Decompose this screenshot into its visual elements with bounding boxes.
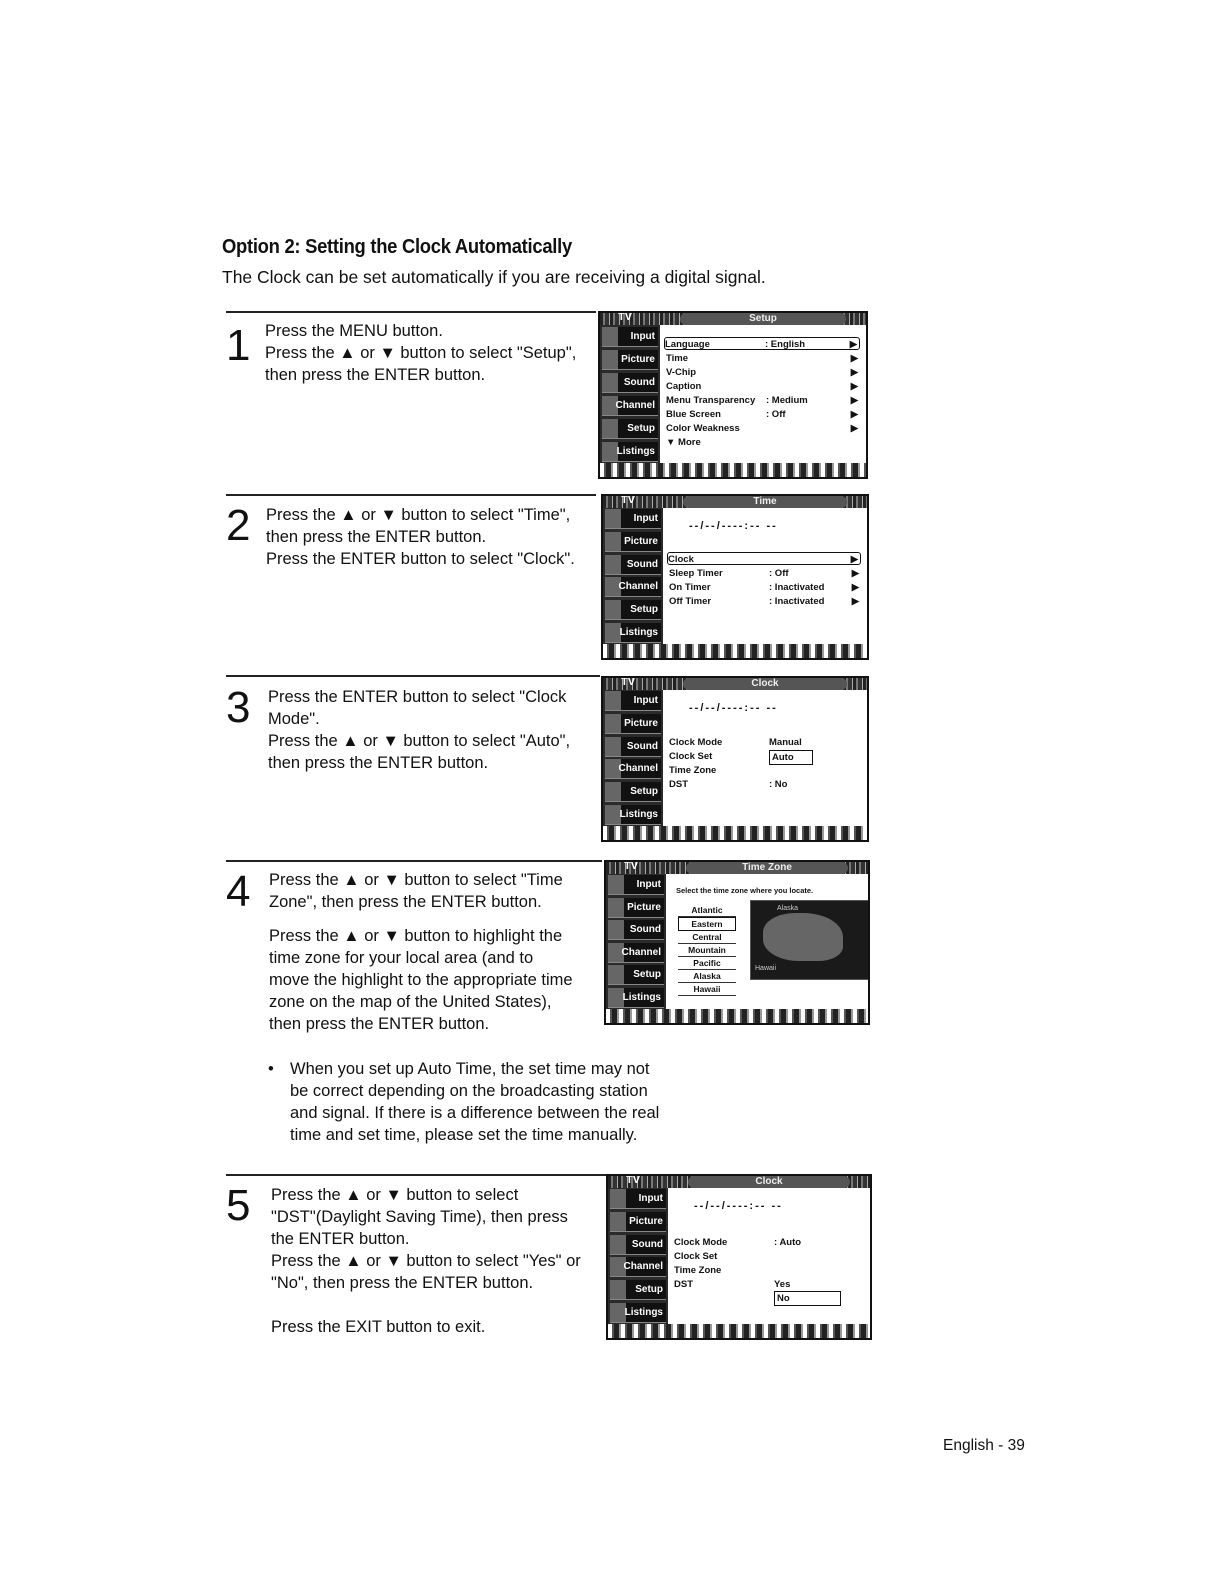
tv-label: TV [626,1174,641,1186]
menu-row [674,1278,864,1291]
time-zone-prompt: Select the time zone where you locate. [676,886,814,895]
sidebar-item-picture: Picture [605,714,661,734]
note-block [268,1058,668,1146]
sidebar-item-sound: Sound [608,920,664,940]
page-number: English - 39 [943,1437,1025,1454]
row-value: : English [765,339,806,350]
menu-row [667,552,861,565]
sidebar-item-input: Input [610,1189,666,1209]
arrow-right-icon: ▶ [851,582,859,593]
instruction-line: Press the ENTER button to select "Clock". [266,550,575,568]
instruction-line: Press the ▲ or ▼ button to select "Yes" or [271,1252,581,1270]
sidebar-item-channel: Channel [610,1257,666,1277]
row-label: Clock [668,554,694,565]
instruction-line: Press the ▲ or ▼ button to select "Time", [266,506,571,524]
screen-title: Setup [680,313,846,325]
sidebar-item-listings: Listings [602,442,658,462]
menu-row [666,380,860,393]
menu-row [669,778,861,791]
row-label: Time Zone [669,765,717,776]
instruction-line: time zone for your local area (and to [269,949,534,967]
row-label: Off Timer [669,596,712,607]
step-divider [226,311,596,313]
time-zone-option-selected: Eastern [678,917,736,931]
screen-title: Time Zone [686,862,848,874]
sidebar-item-setup: Setup [602,419,658,439]
row-label: Clock Mode [674,1237,728,1248]
sidebar-item-channel: Channel [602,396,658,416]
instruction-line: Press the ▲ or ▼ button to select "Time [269,871,563,889]
screen-menu-list [669,514,861,642]
row-value: Yes [774,1279,791,1290]
row-value: : Inactivated [769,582,825,593]
menu-row [666,408,860,421]
menu-row [674,1250,864,1263]
selected-option: Auto [769,750,813,765]
menu-row [666,352,860,365]
sidebar-item-picture: Picture [608,898,664,918]
instruction-line: zone on the map of the United States), [269,993,552,1011]
map-landmass [763,913,843,961]
instruction-line: then press the ENTER button. [266,528,487,546]
sidebar-item-setup: Setup [608,965,664,985]
screen-bottom-bar [606,1009,868,1023]
arrow-right-icon: ▶ [850,554,858,565]
row-value: : Off [769,568,789,579]
tv-menu-screen-setup [598,311,868,479]
step-number: 2 [226,501,251,550]
row-label: Language [665,339,710,350]
sidebar-item-input: Input [605,691,661,711]
sidebar-item-picture: Picture [602,350,658,370]
sidebar-item-picture: Picture [605,532,661,552]
step-instructions [265,320,605,386]
row-label: Clock Set [674,1251,718,1262]
menu-row [664,337,860,350]
menu-sidebar [600,325,660,463]
menu-row [674,1291,864,1304]
instruction-line: Press the ▲ or ▼ button to select [271,1186,519,1204]
tv-menu-screen-clock [601,676,869,842]
section-heading: Option 2: Setting the Clock Automatically [222,236,572,258]
row-label: DST [674,1279,693,1290]
sidebar-item-listings: Listings [605,623,661,643]
row-label: DST [669,779,688,790]
row-value: Manual [769,737,802,748]
instruction-line: the ENTER button. [271,1230,410,1248]
screen-bottom-bar [608,1324,870,1338]
bullet-icon: • [268,1060,274,1078]
instruction-line: Zone", then press the ENTER button. [269,893,542,911]
row-label: ▼ More [666,437,701,448]
time-zone-option: Alaska [678,970,736,983]
us-map-image [750,900,870,980]
menu-row [674,1236,864,1249]
arrow-right-icon: ▶ [850,353,858,364]
row-label: V-Chip [666,367,697,378]
step-number: 3 [226,683,251,732]
time-zone-list [678,904,736,996]
sidebar-item-sound: Sound [605,555,661,575]
screen-menu-list [669,696,861,824]
sidebar-item-channel: Channel [608,943,664,963]
row-label: Time [666,353,689,364]
row-label: Clock Mode [669,737,723,748]
screen-menu-list [666,337,860,461]
sidebar-item-setup: Setup [605,600,661,620]
step-number: 1 [226,321,251,370]
clock-display: --/--/----:-- -- [689,702,778,714]
instruction-line: Press the ▲ or ▼ button to highlight the [269,927,563,945]
instruction-line: "DST"(Daylight Saving Time), then press [271,1208,568,1226]
tv-label: TV [618,311,633,323]
screen-title: Time [683,496,847,508]
tv-label: TV [621,494,636,506]
sidebar-item-listings: Listings [605,805,661,825]
clock-display: --/--/----:-- -- [689,520,778,532]
menu-row [666,394,860,407]
menu-row [669,736,861,749]
arrow-right-icon: ▶ [851,568,859,579]
row-value: : Off [766,409,786,420]
row-label: Time Zone [674,1265,722,1276]
menu-row [674,1264,864,1277]
menu-sidebar [603,508,663,644]
sidebar-item-sound: Sound [605,737,661,757]
step-divider [226,675,600,677]
menu-sidebar [608,1188,668,1324]
instruction-line: Press the ENTER button to select "Clock [268,688,567,706]
instruction-line: Press the MENU button. [265,322,443,340]
row-value: : Inactivated [769,596,825,607]
sidebar-item-listings: Listings [608,988,664,1008]
sidebar-item-listings: Listings [610,1303,666,1323]
row-label: On Timer [669,582,711,593]
instruction-line: Press the ▲ or ▼ button to select "Auto", [268,732,571,750]
time-zone-option: Central [678,931,736,944]
step-instructions [269,869,614,1035]
menu-row [666,366,860,379]
time-zone-option: Pacific [678,957,736,970]
row-label: Blue Screen [666,409,721,420]
map-label-hawaii: Hawaii [755,965,777,972]
row-label: Clock Set [669,751,713,762]
row-label: Caption [666,381,702,392]
screen-bottom-bar [603,826,867,840]
sidebar-item-setup: Setup [605,782,661,802]
selected-option: No [774,1291,841,1306]
menu-row [666,422,860,435]
time-zone-option: Mountain [678,944,736,957]
sidebar-item-sound: Sound [610,1235,666,1255]
tv-label: TV [621,676,636,688]
sidebar-item-sound: Sound [602,373,658,393]
arrow-right-icon: ▶ [850,423,858,434]
instruction-line: "No", then press the ENTER button. [271,1274,534,1292]
sidebar-item-picture: Picture [610,1212,666,1232]
note-text: When you set up Auto Time, the set time may not be correct depending on the broadcasting station and signal. If there is a difference between the real time and set time, please set the time manually. [290,1060,660,1144]
map-label-alaska: Alaska [777,905,799,912]
step-instructions [271,1184,611,1338]
arrow-right-icon: ▶ [850,409,858,420]
step-divider [226,494,596,496]
menu-row [669,764,861,777]
menu-row [669,595,861,608]
intro-text: The Clock can be set automatically if you are receiving a digital signal. [222,267,766,287]
menu-sidebar [606,874,666,1009]
time-zone-option: Hawaii [678,983,736,996]
arrow-right-icon: ▶ [850,395,858,406]
screen-title: Clock [688,1176,850,1188]
instruction-line: move the highlight to the appropriate time [269,971,573,989]
arrow-right-icon: ▶ [851,596,859,607]
instruction-line: Mode". [268,710,320,728]
row-label: Sleep Timer [669,568,723,579]
screen-menu-list [674,1194,864,1322]
time-zone-panel [672,880,862,1007]
row-value: : Auto [774,1237,802,1248]
row-value: : No [769,779,788,790]
row-label: Menu Transparency [666,395,756,406]
menu-row [669,581,861,594]
sidebar-item-setup: Setup [610,1280,666,1300]
sidebar-item-input: Input [605,509,661,529]
tv-menu-screen-time [601,494,869,660]
row-label: Color Weakness [666,423,740,434]
arrow-right-icon: ▶ [850,367,858,378]
tv-label: TV [624,860,639,872]
menu-row [666,436,860,449]
screen-title: Clock [683,678,847,690]
tv-menu-screen-time-zone [604,860,870,1025]
sidebar-item-channel: Channel [605,577,661,597]
step-number: 5 [226,1181,251,1230]
step-instructions [268,686,608,774]
screen-bottom-bar [600,463,866,477]
sidebar-item-input: Input [602,327,658,347]
menu-row [669,750,861,763]
instruction-line: then press the ENTER button. [265,366,486,384]
step-divider [226,1174,606,1176]
time-zone-option: Atlantic [678,904,736,917]
instruction-line: Press the ▲ or ▼ button to select "Setup", [265,344,577,362]
step-number: 4 [226,867,251,916]
step-instructions [266,504,606,570]
instruction-line: Press the EXIT button to exit. [271,1318,486,1336]
menu-sidebar [603,690,663,826]
instruction-line: then press the ENTER button. [269,1015,490,1033]
screen-bottom-bar [603,644,867,658]
arrow-right-icon: ▶ [850,381,858,392]
row-value: : Medium [766,395,808,406]
clock-display: --/--/----:-- -- [694,1200,783,1212]
menu-row [669,567,861,580]
arrow-right-icon: ▶ [849,339,857,350]
tv-menu-screen-clock-dst [606,1174,872,1340]
sidebar-item-input: Input [608,875,664,895]
step-divider [226,860,602,862]
instruction-line: then press the ENTER button. [268,754,489,772]
sidebar-item-channel: Channel [605,759,661,779]
